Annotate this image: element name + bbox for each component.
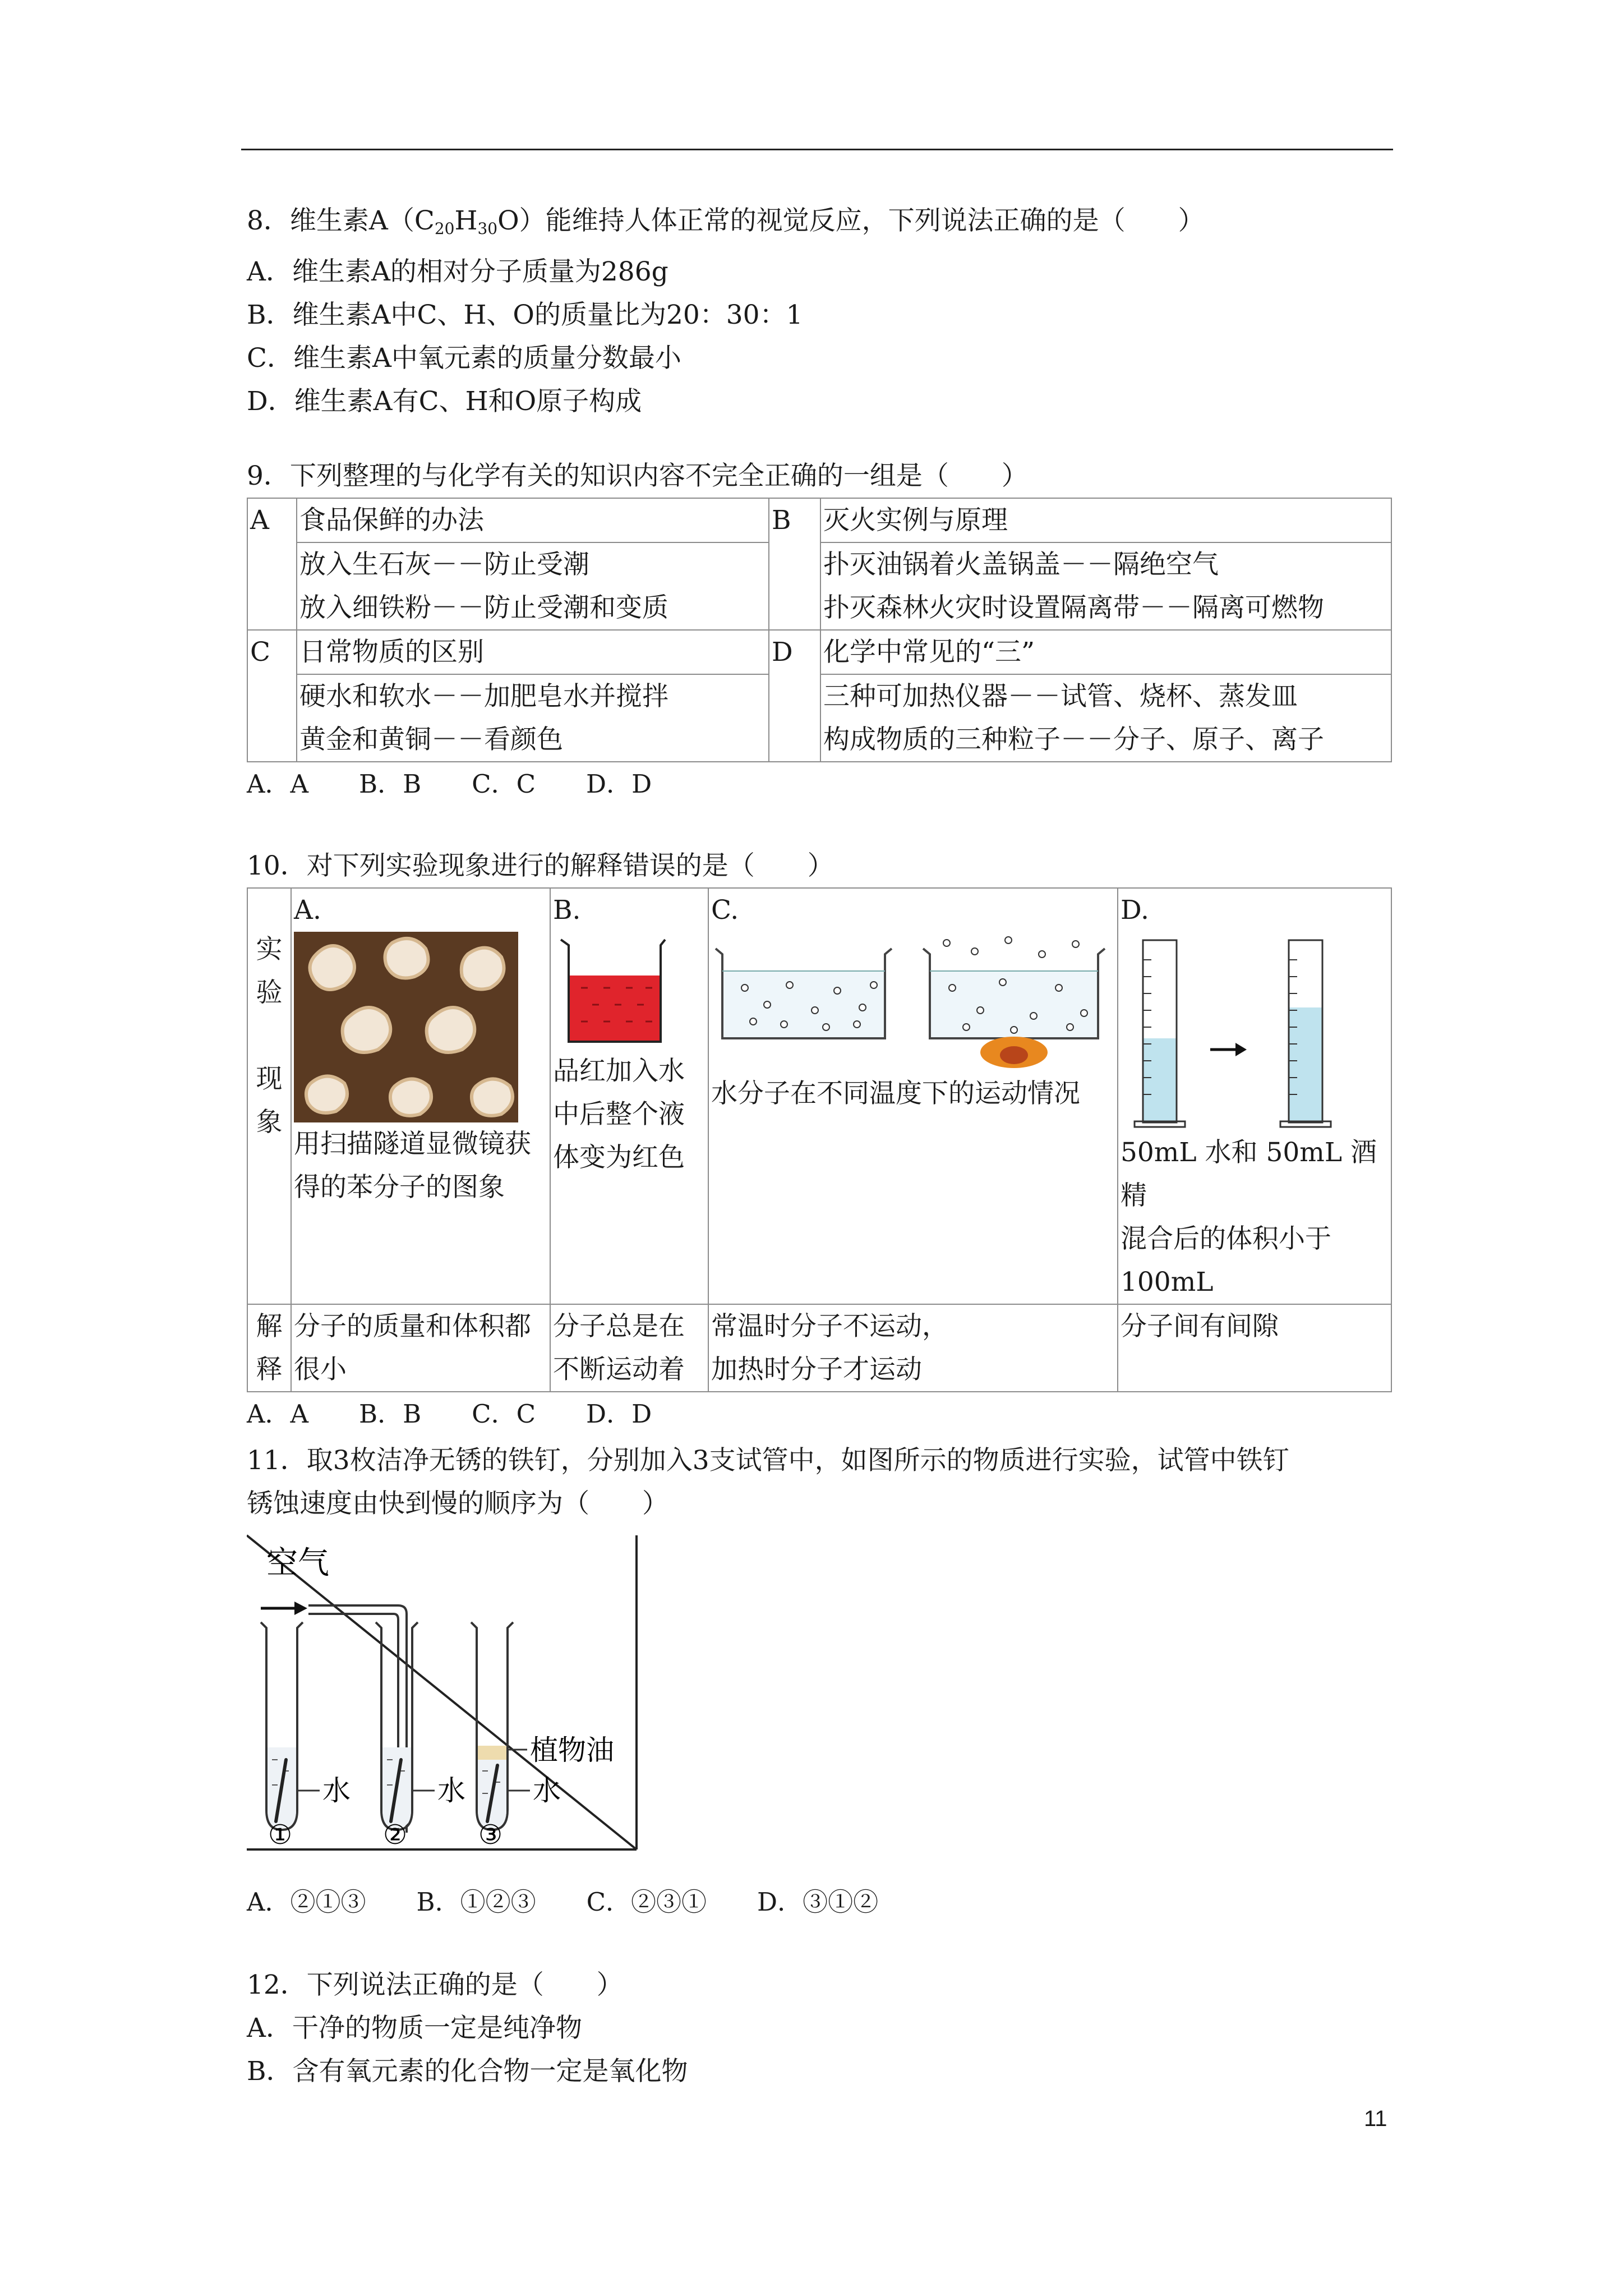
group-c-line: 硬水和软水－－加肥皂水并搅拌	[299, 681, 668, 712]
text-line: 用扫描隧道显微镜获	[294, 1129, 531, 1159]
air-label: 空气	[266, 1545, 329, 1581]
row-label-phenomenon	[247, 888, 291, 1304]
group-b-body	[820, 542, 1391, 630]
question-11-stem-line2: 锈蚀速度由快到慢的顺序为（ ）	[247, 1488, 668, 1519]
benzene-stm-image	[294, 932, 518, 1122]
question-9-answers: A．A B．B C．C D．D	[247, 769, 652, 799]
stem-part: 8．维生素A（C	[247, 205, 435, 236]
question-10-answers: A．A B．B C．C D．D	[247, 1399, 652, 1429]
phenomenon-b-text	[553, 1050, 706, 1179]
question-8-stem	[247, 199, 1396, 250]
option-a: A．干净的物质一定是纯净物	[247, 2013, 582, 2044]
question-10	[247, 844, 1396, 1435]
phenomenon-c-text	[711, 1072, 1115, 1115]
text-line: 常温时分子不运动，	[711, 1311, 948, 1342]
text-line: 中后整个液	[553, 1099, 685, 1130]
column-header-c: C.	[711, 895, 739, 926]
graduated-cylinders-image	[1121, 932, 1384, 1131]
question-11-answers: A．②①③ B．①②③ C．②③① D．③①②	[247, 1887, 879, 1917]
question-12	[247, 1963, 1396, 2093]
label-char: 解	[256, 1311, 283, 1342]
question-12-stem: 12．下列说法正确的是（ ）	[247, 1970, 623, 2000]
group-a-body	[297, 542, 769, 630]
stem-part: H	[454, 205, 478, 236]
subscript-30: 30	[477, 219, 498, 238]
phenomenon-a	[291, 888, 550, 1304]
group-d-line: 三种可加热仪器－－试管、烧杯、蒸发皿	[823, 681, 1298, 712]
label-char: 象	[256, 1107, 283, 1138]
option-a: A．维生素A的相对分子质量为286g	[247, 256, 668, 287]
row-label-explanation	[247, 1304, 291, 1392]
explanation-b	[550, 1304, 708, 1392]
text-line: 很小	[294, 1354, 347, 1385]
group-a-line: 放入生石灰－－防止受潮	[299, 549, 589, 580]
option-d: D．维生素A有C、H和O原子构成	[247, 386, 642, 417]
column-header-b: B.	[553, 895, 581, 926]
explanation-c	[708, 1304, 1118, 1392]
label-char: 现	[256, 1064, 283, 1094]
text-line: 分子总是在	[553, 1311, 685, 1342]
label-char: 释	[256, 1354, 283, 1385]
option-c: C．维生素A中氧元素的质量分数最小	[247, 343, 681, 374]
oil-label: 植物油	[530, 1734, 614, 1766]
group-c-line: 黄金和黄铜－－看颜色	[299, 724, 563, 755]
header-rule	[241, 149, 1393, 150]
group-a-letter: A	[247, 498, 297, 630]
phenomenon-c	[708, 888, 1118, 1304]
question-8	[247, 199, 1396, 423]
text-line: 50mL 水和 50mL 酒精	[1121, 1137, 1377, 1211]
text-line: 混合后的体积小于	[1121, 1223, 1331, 1254]
text-line: 100mL	[1121, 1267, 1214, 1297]
column-header-a: A.	[294, 895, 321, 926]
group-b-line: 扑灭森林火灾时设置隔离带－－隔离可燃物	[823, 592, 1324, 623]
option-b: B．维生素A中C、H、O的质量比为20：30：1	[247, 300, 803, 330]
water-label-3: 水	[533, 1774, 561, 1807]
group-b-title: 灭火实例与原理	[820, 498, 1391, 542]
group-a-title: 食品保鲜的办法	[297, 498, 769, 542]
tube-number-2: ②	[383, 1819, 408, 1851]
group-c-letter: C	[247, 630, 297, 762]
group-b-line: 扑灭油锅着火盖锅盖－－隔绝空气	[823, 549, 1219, 580]
experiment-table	[247, 887, 1392, 1392]
text-line: 水分子在不同温度下的运动情况	[711, 1078, 1080, 1109]
water-label-2: 水	[437, 1774, 465, 1807]
option-b: B．含有氧元素的化合物一定是氧化物	[247, 2056, 688, 2087]
group-b-letter: B	[769, 498, 820, 630]
page-number: 11	[1364, 2106, 1387, 2131]
group-c-body	[297, 674, 769, 762]
beaker-red-dye-image	[553, 932, 676, 1050]
label-char: 验	[256, 977, 283, 1008]
text-line: 分子间有间隙	[1121, 1311, 1279, 1342]
group-d-title: 化学中常见的“三”	[820, 630, 1391, 674]
column-header-d: D.	[1121, 895, 1149, 926]
group-d-line: 构成物质的三种粒子－－分子、原子、离子	[823, 724, 1324, 755]
label-char: 实	[256, 934, 283, 965]
water-label-1: 水	[322, 1774, 351, 1807]
question-11-stem-line1: 11．取3枚洁净无锈的铁钉，分别加入3支试管中，如图所示的物质进行实验，试管中铁钉	[247, 1445, 1289, 1476]
question-11	[247, 1439, 1396, 1924]
phenomenon-d-text	[1121, 1131, 1389, 1304]
explanation-a	[291, 1304, 550, 1392]
text-line: 品红加入水	[553, 1056, 685, 1087]
question-10-stem: 10．对下列实验现象进行的解释错误的是（ ）	[247, 850, 834, 881]
text-line: 体变为红色	[553, 1142, 685, 1173]
text-line: 不断运动着	[553, 1354, 685, 1385]
group-c-title: 日常物质的区别	[297, 630, 769, 674]
group-a-line: 放入细铁粉－－防止受潮和变质	[299, 592, 668, 623]
water-molecules-heating-image	[711, 932, 1115, 1072]
question-9	[247, 454, 1396, 806]
phenomenon-d	[1118, 888, 1391, 1304]
phenomenon-a-text	[294, 1122, 547, 1209]
subscript-20: 20	[434, 219, 455, 238]
group-d-letter: D	[769, 630, 820, 762]
explanation-d	[1118, 1304, 1391, 1392]
knowledge-table	[247, 498, 1392, 762]
text-line: 分子的质量和体积都	[294, 1311, 531, 1342]
stem-part: O）能维持人体正常的视觉反应，下列说法正确的是（ ）	[497, 205, 1205, 236]
tube-number-1: ①	[268, 1819, 293, 1851]
question-9-stem: 9．下列整理的与化学有关的知识内容不完全正确的一组是（ ）	[247, 461, 1028, 491]
phenomenon-b	[550, 888, 708, 1304]
label-char	[250, 1014, 288, 1057]
group-d-body	[820, 674, 1391, 762]
text-line: 得的苯分子的图象	[294, 1172, 505, 1203]
text-line: 加热时分子才运动	[711, 1354, 922, 1385]
iron-nail-test-tubes-figure	[247, 1530, 639, 1861]
tube-number-3: ③	[478, 1819, 503, 1851]
